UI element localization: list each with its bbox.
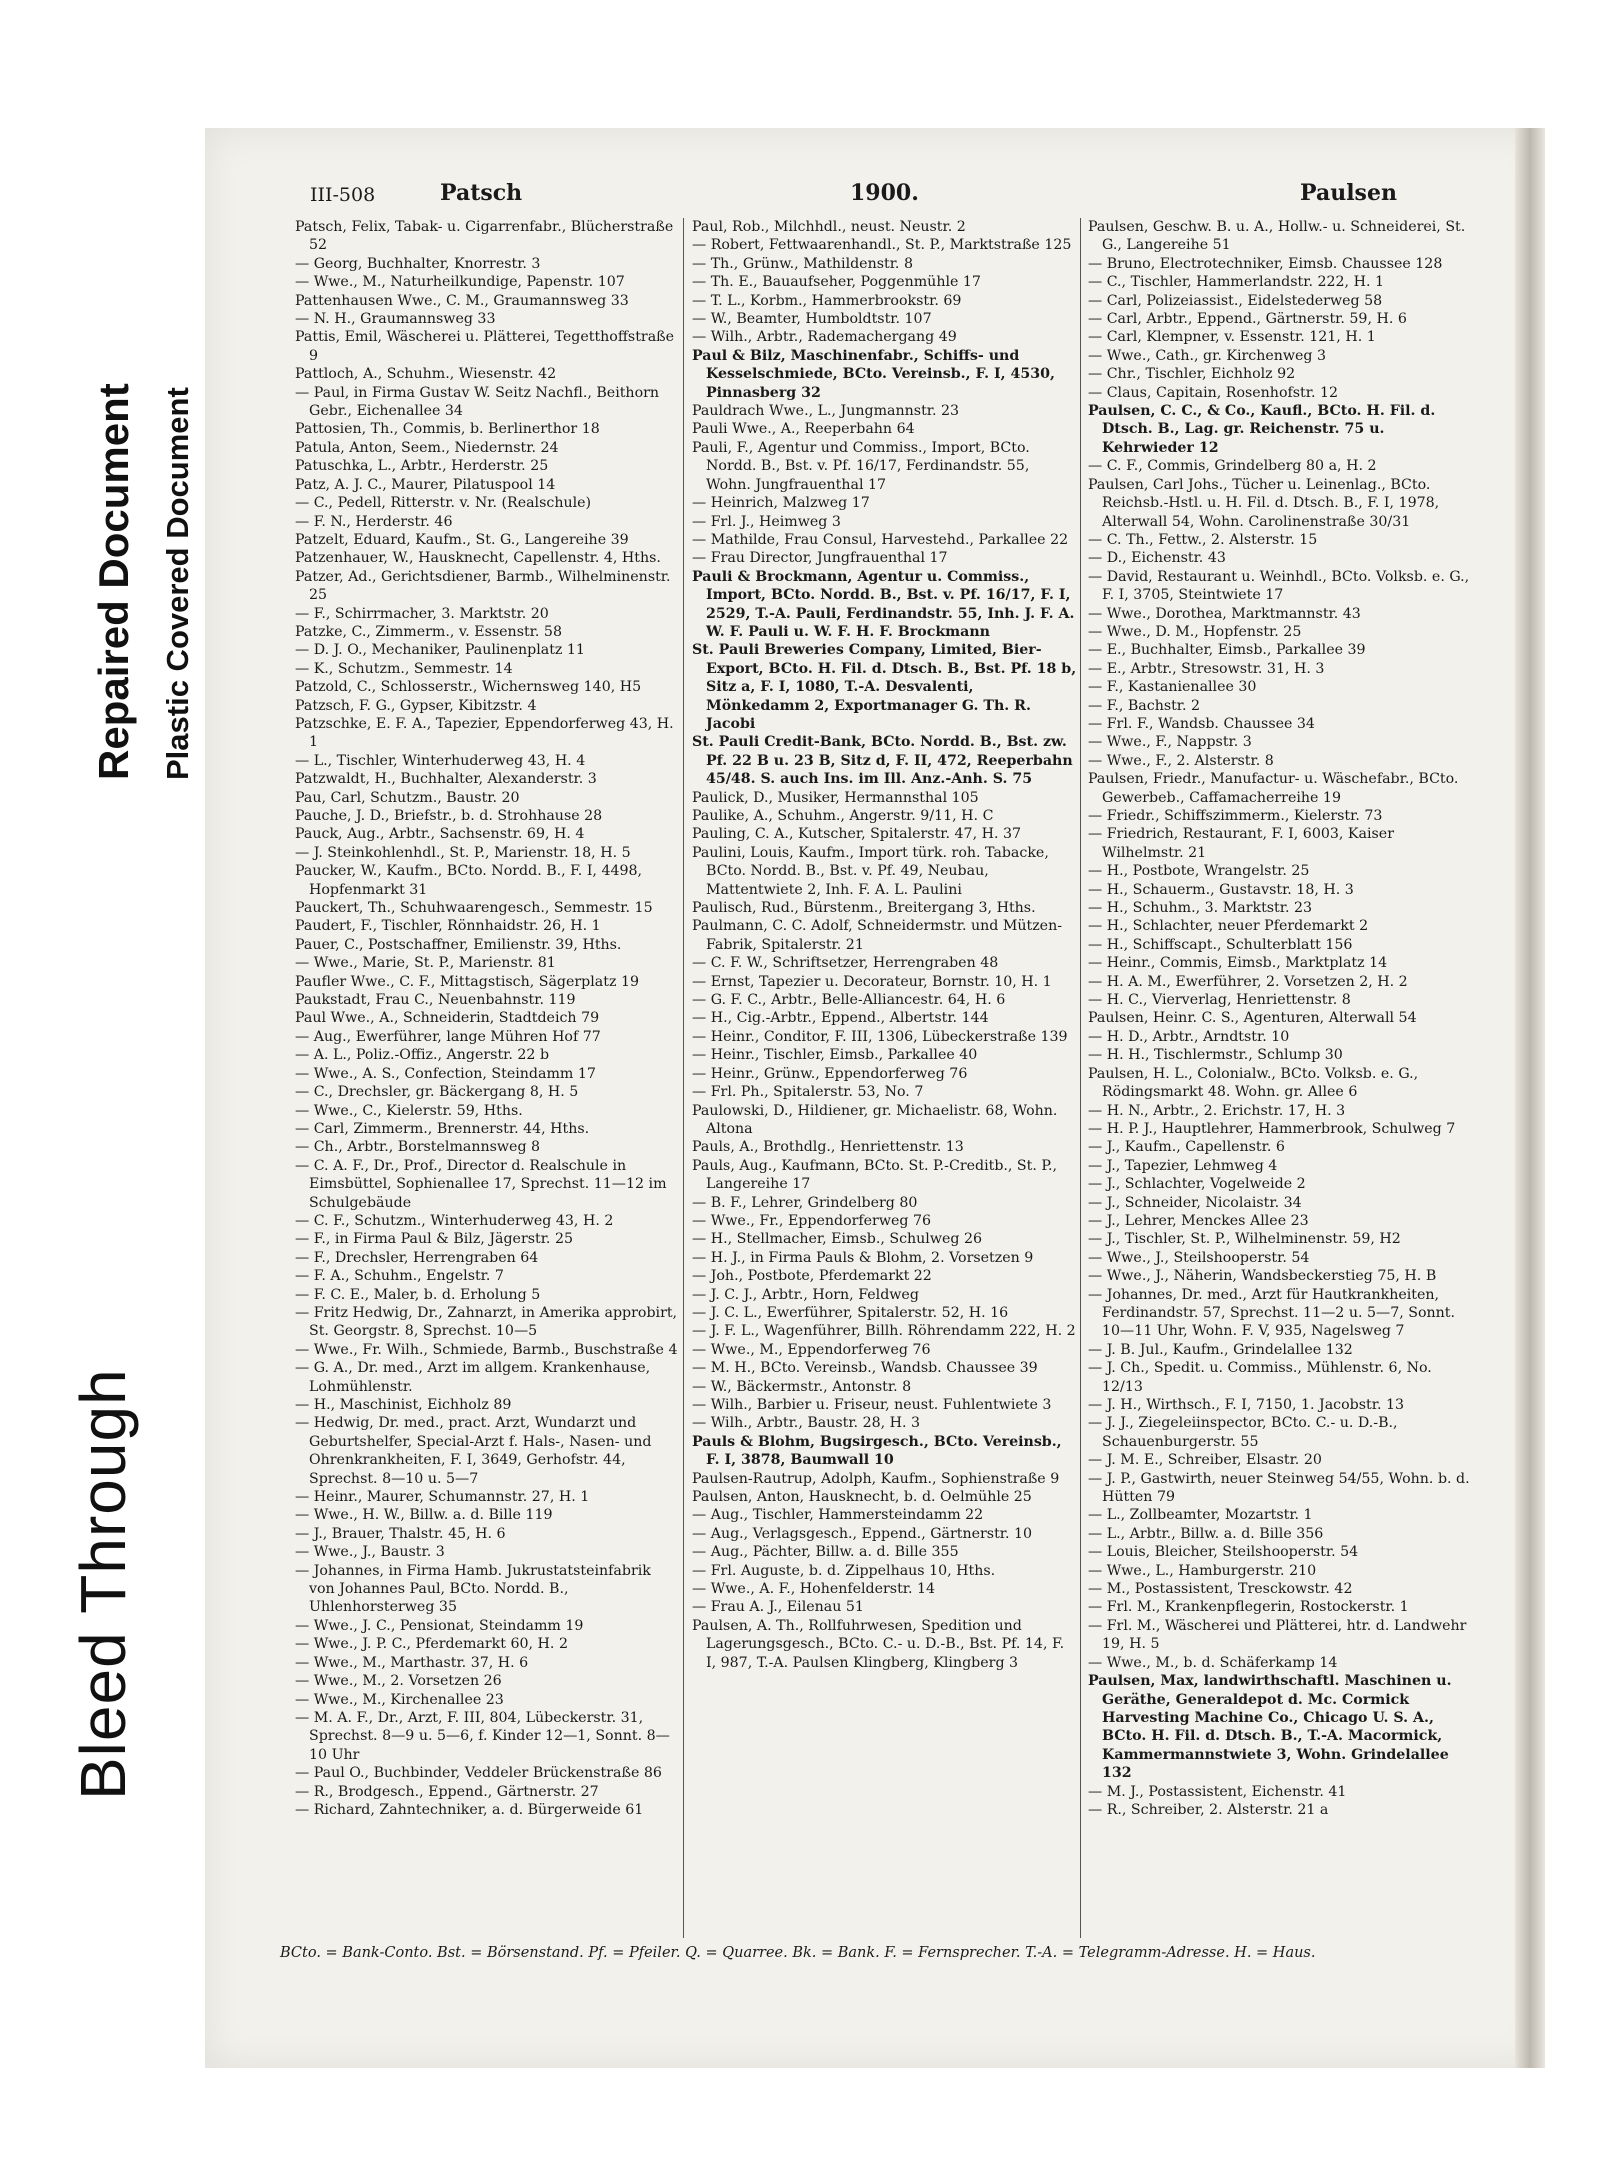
directory-entry: Paulsen, Heinr. C. S., Agenturen, Alterwall 54 — [1088, 1010, 1417, 1027]
directory-entry: — C. F., Schutzm., Winterhuderweg 43, H. 2 — [295, 1212, 614, 1229]
directory-entry: — Frl. M., Wäscherei und Plätterei, htr. d. Landwehr 19, H. 5 — [1088, 1617, 1467, 1653]
directory-entry: — J. C. L., Ewerführer, Spitalerstr. 52, H. 16 — [692, 1304, 1009, 1321]
directory-entry: Paufler Wwe., C. F., Mittagstisch, Sägerplatz 19 — [295, 973, 640, 990]
directory-entry: — J. H., Wirthsch., F. I, 7150, 1. Jacobstr. 13 — [1088, 1397, 1405, 1413]
directory-entry: — Heinr., Tischler, Eimsb., Parkallee 40 — [692, 1047, 978, 1064]
directory-entry: — F., Kastanienallee 30 — [1088, 679, 1257, 696]
directory-entry: — J., Schneider, Nicolaistr. 34 — [1088, 1194, 1302, 1211]
directory-entry: — Wwe., Fr., Eppendorferweg 76 — [692, 1212, 932, 1229]
directory-entry: — J. P., Gastwirth, neuer Steinweg 54/55, Wohn. b. d. Hütten 79 — [1088, 1470, 1470, 1506]
directory-entry: Pauli Wwe., A., Reeperbahn 64 — [692, 421, 915, 438]
directory-entry: — H. C., Vierverlag, Henriettenstr. 8 — [1088, 992, 1351, 1009]
directory-entry: — A. L., Poliz.-Offiz., Angerstr. 22 b — [295, 1047, 550, 1064]
directory-entry: Patuschka, L., Arbtr., Herderstr. 25 — [295, 458, 549, 475]
column-rule — [1080, 218, 1081, 1938]
directory-entry: — J., Schlachter, Vogelweide 2 — [1088, 1176, 1306, 1193]
directory-entry: — Wwe., M., 2. Vorsetzen 26 — [295, 1673, 502, 1690]
directory-entry: — Carl, Zimmerm., Brennerstr. 44, Hths. — [295, 1120, 590, 1137]
directory-entry: — J. Ch., Spedit. u. Commiss., Mühlenstr. 6, No. 12/13 — [1088, 1360, 1432, 1395]
directory-entry: — H., Schiffscapt., Schulterblatt 156 — [1088, 936, 1353, 953]
directory-entry: — Joh., Postbote, Pferdemarkt 22 — [692, 1268, 932, 1285]
directory-entry: — F. C. E., Maler, b. d. Erholung 5 — [295, 1286, 541, 1303]
directory-entry: — Robert, Fettwaarenhandl., St. P., Marktstraße 125 — [692, 237, 1072, 254]
directory-entry: Patsch, Felix, Tabak- u. Cigarrenfabr., Blücherstraße 52 — [295, 219, 674, 254]
directory-entry: — Th., Grünw., Mathildenstr. 8 — [692, 255, 913, 272]
directory-entry: — C., Tischler, Hammerlandstr. 222, H. 1 — [1088, 274, 1384, 291]
directory-entry: St. Pauli Breweries Company, Limited, Bier-Export, BCto. H. Fil. d. Dtsch. B., Bst. Pf. 18 b, Sitz a, F. I, 1080, T.-A. Desvalenti, Mönkedamm 2, Exportmanager G. Th. R. Jacobi — [692, 642, 1077, 732]
directory-entry: Patzer, Ad., Gerichtsdiener, Barmb., Wilhelminenstr. 25 — [295, 568, 671, 604]
directory-entry: Patzwaldt, H., Buchhalter, Alexanderstr. 3 — [295, 771, 597, 788]
directory-entry: — Wwe., F., 2. Alsterstr. 8 — [1088, 752, 1274, 769]
directory-entry: — D., Eichenstr. 43 — [1088, 550, 1226, 567]
directory-entry: — Wwe., M., Marthastr. 37, H. 6 — [295, 1654, 529, 1671]
directory-entry: — J., Tapezier, Lehmweg 4 — [1088, 1157, 1278, 1174]
directory-entry: — Carl, Polizeiassist., Eidelstederweg 58 — [1088, 292, 1383, 309]
repaired-document-label: Repaired Document — [90, 383, 137, 780]
directory-entry: — Richard, Zahntechniker, a. d. Bürgerweide 61 — [295, 1801, 644, 1818]
directory-entry: — Wilh., Barbier u. Friseur, neust. Fuhlentwiete 3 — [692, 1397, 1052, 1413]
directory-entry: — M. A. F., Dr., Arzt, F. III, 804, Lübeckerstr. 31, Sprechst. 8—9 u. 5—6, f. Kinder 12—1, Sonnt. 8—10 Uhr — [295, 1709, 670, 1763]
directory-entry: — H., Postbote, Wrangelstr. 25 — [1088, 863, 1310, 880]
directory-entry: — Fritz Hedwig, Dr., Zahnarzt, in Amerika approbirt, St. Georgstr. 8, Sprechst. 10—5 — [295, 1304, 678, 1340]
directory-entry: — J., Kaufm., Capellenstr. 6 — [1088, 1139, 1285, 1156]
directory-entry: — R., Brodgesch., Eppend., Gärtnerstr. 27 — [295, 1783, 599, 1800]
directory-entry: — Wwe., Dorothea, Marktmannstr. 43 — [1088, 605, 1361, 622]
bleed-through-label: Bleed Through — [67, 1368, 139, 1800]
directory-entry: — Carl, Klempner, v. Essenstr. 121, H. 1 — [1088, 329, 1376, 346]
page-number: III-508 — [310, 184, 376, 206]
directory-entry: — H. J., in Firma Pauls & Blohm, 2. Vorsetzen 9 — [692, 1249, 1034, 1266]
directory-entry: — Wwe., M., Eppendorferweg 76 — [692, 1341, 931, 1358]
directory-entry: — Aug., Verlagsgesch., Eppend., Gärtnerstr. 10 — [692, 1525, 1033, 1542]
directory-entry: — H. A. M., Ewerführer, 2. Vorsetzen 2, H. 2 — [1088, 973, 1408, 990]
directory-entry: — M. J., Postassistent, Eichenstr. 41 — [1088, 1783, 1347, 1800]
directory-entry: — Wilh., Arbtr., Rademachergang 49 — [692, 329, 957, 346]
directory-entry: Pauli, F., Agentur und Commiss., Import, BCto. Nordd. B., Bst. v. Pf. 16/17, Ferdinandstr. 55, Wohn. Jungfrauenthal 17 — [692, 439, 1030, 493]
directory-entry: — Hedwig, Dr. med., pract. Arzt, Wundarzt und Geburtshelfer, Special-Arzt f. Hals-, Nasen- und Ohrenkrankheiten, F. I, 3649, Gerhofstr. 44, Sprechst. 8—10 u. 5—7 — [295, 1415, 652, 1487]
directory-entry: Patzschke, E. F. A., Tapezier, Eppendorferweg 43, H. 1 — [295, 715, 674, 751]
directory-entry: — F. N., Herderstr. 46 — [295, 513, 453, 530]
directory-entry: — Frl. Ph., Spitalerstr. 53, No. 7 — [692, 1084, 924, 1101]
directory-entry: Paulsen, Anton, Hausknecht, b. d. Oelmühle 25 — [692, 1489, 1032, 1506]
directory-entry: — Wwe., J., Steilshooperstr. 54 — [1088, 1249, 1310, 1266]
directory-entry: — Wwe., J., Näherin, Wandsbeckerstieg 75, H. B — [1088, 1268, 1437, 1285]
directory-entry: — J., Brauer, Thalstr. 45, H. 6 — [295, 1525, 506, 1542]
directory-entry: — M., Postassistent, Tresckowstr. 42 — [1088, 1581, 1353, 1598]
directory-entry: — Claus, Capitain, Rosenhofstr. 12 — [1088, 384, 1339, 401]
directory-entry: — Wwe., J. C., Pensionat, Steindamm 19 — [295, 1617, 584, 1634]
directory-entry: Pattenhausen Wwe., C. M., Graumannsweg 33 — [295, 292, 629, 309]
directory-entry: — David, Restaurant u. Weinhdl., BCto. Volksb. e. G., F. I, 3705, Steintwiete 17 — [1088, 568, 1470, 604]
directory-entry: — J., Tischler, St. P., Wilhelminenstr. 59, H2 — [1088, 1231, 1401, 1248]
directory-entry: — Frau A. J., Eilenau 51 — [692, 1599, 864, 1616]
directory-entry: — Wilh., Arbtr., Baustr. 28, H. 3 — [692, 1415, 921, 1432]
directory-entry: — Wwe., M., Naturheilkundige, Papenstr. 107 — [295, 274, 625, 291]
directory-entry: Pau, Carl, Schutzm., Baustr. 20 — [295, 789, 520, 806]
directory-entry: Pauls, A., Brothdlg., Henriettenstr. 13 — [692, 1139, 964, 1156]
directory-entry: — M. H., BCto. Vereinsb., Wandsb. Chaussee 39 — [692, 1360, 1038, 1377]
directory-entry: — J. Steinkohlenhdl., St. P., Marienstr. 18, H. 5 — [295, 844, 631, 861]
directory-entry: Pauldrach Wwe., L., Jungmannstr. 23 — [692, 403, 960, 420]
directory-entry: — Wwe., J. P. C., Pferdemarkt 60, H. 2 — [295, 1636, 568, 1653]
directory-entry: Paulick, D., Musiker, Hermannsthal 105 — [692, 789, 979, 806]
directory-entry: Paucker, W., Kaufm., BCto. Nordd. B., F. I, 4498, Hopfenmarkt 31 — [295, 863, 643, 898]
directory-entry: — J. B. Jul., Kaufm., Grindelallee 132 — [1088, 1341, 1353, 1358]
abbreviations-footer: BCto. = Bank-Conto. Bst. = Börsenstand. Pf. = Pfeiler. Q. = Quarree. Bk. = Bank. F. = Fernsprecher. T.-A. = Telegramm-Adresse. H. = Haus. — [280, 1945, 1316, 1961]
directory-entry: — Ernst, Tapezier u. Decorateur, Bornstr. 10, H. 1 — [692, 973, 1052, 990]
directory-entry: — H. P. J., Hauptlehrer, Hammerbrook, Schulweg 7 — [1088, 1120, 1456, 1137]
directory-entry: — Paul O., Buchbinder, Veddeler Brückenstraße 86 — [295, 1765, 662, 1782]
directory-entry: — Heinr., Grünw., Eppendorferweg 76 — [692, 1065, 968, 1082]
directory-entry: Pauling, C. A., Kutscher, Spitalerstr. 47, H. 37 — [692, 826, 1022, 843]
directory-entry: — Frl. F., Wandsb. Chaussee 34 — [1088, 715, 1315, 732]
page-binding-edge — [1515, 128, 1545, 2068]
directory-entry: — Friedr., Schiffszimmerm., Kielerstr. 73 — [1088, 808, 1383, 824]
directory-entry: — H., Maschinist, Eichholz 89 — [295, 1397, 512, 1413]
directory-entry: — B. F., Lehrer, Grindelberg 80 — [692, 1194, 918, 1211]
directory-entry: Pauck, Aug., Arbtr., Sachsenstr. 69, H. 4 — [295, 826, 585, 843]
directory-entry: — L., Arbtr., Billw. a. d. Bille 356 — [1088, 1525, 1324, 1542]
directory-entry: — L., Zollbeamter, Mozartstr. 1 — [1088, 1507, 1313, 1524]
plastic-covered-label: Plastic Covered Document — [160, 387, 195, 780]
directory-entry: — N. H., Graumannsweg 33 — [295, 311, 496, 328]
directory-entry: — Frau Director, Jungfrauenthal 17 — [692, 550, 948, 567]
directory-entry: Paulike, A., Schuhm., Angerstr. 9/11, H. C — [692, 808, 994, 824]
directory-entry: Patz, A. J. C., Maurer, Pilatuspool 14 — [295, 476, 556, 493]
directory-entry: — Paul, in Firma Gustav W. Seitz Nachfl., Beithorn Gebr., Eichenallee 34 — [295, 384, 660, 420]
directory-entry: — C. F. W., Schriftsetzer, Herrengraben 48 — [692, 955, 999, 972]
directory-entry: — Heinrich, Malzweg 17 — [692, 495, 870, 512]
directory-entry: Paulsen, Friedr., Manufactur- u. Wäschefabr., BCto. Gewerbeb., Caffamacherreihe 19 — [1088, 771, 1459, 806]
column-2 — [692, 218, 1077, 1672]
directory-entry: — C. Th., Fettw., 2. Alsterstr. 15 — [1088, 531, 1318, 548]
directory-entry: — H., Cig.-Arbtr., Eppend., Albertstr. 144 — [692, 1010, 989, 1027]
directory-entry: — Aug., Tischler, Hammersteindamm 22 — [692, 1507, 984, 1524]
directory-entry: — R., Schreiber, 2. Alsterstr. 21 a — [1088, 1801, 1329, 1818]
directory-entry: Patzke, C., Zimmerm., v. Essenstr. 58 — [295, 623, 562, 640]
directory-entry: Paukstadt, Frau C., Neuenbahnstr. 119 — [295, 992, 576, 1009]
directory-entry: — T. L., Korbm., Hammerbrookstr. 69 — [692, 292, 962, 309]
directory-entry: — Heinr., Commis, Eimsb., Marktplatz 14 — [1088, 955, 1388, 972]
directory-entry: Paulsen, Geschw. B. u. A., Hollw.- u. Schneiderei, St. G., Langereihe 51 — [1088, 219, 1466, 254]
directory-entry: St. Pauli Credit-Bank, BCto. Nordd. B., Bst. zw. Pf. 22 B u. 23 B, Sitz d, F. II, 472, Reeperbahn 45/48. S. auch Ins. im Ill. Anz.-Anh. S. 75 — [692, 734, 1073, 788]
directory-entry: — Wwe., C., Kielerstr. 59, Hths. — [295, 1102, 523, 1119]
directory-entry: Paulmann, C. C. Adolf, Schneidermstr. und Mützen-Fabrik, Spitalerstr. 21 — [692, 918, 1063, 953]
directory-entry: — C. A. F., Dr., Prof., Director d. Realschule in Eimsbüttel, Sophienallee 17, Sprechst. 11—12 im Schulgebäude — [295, 1157, 667, 1211]
directory-entry: — H. N., Arbtr., 2. Erichstr. 17, H. 3 — [1088, 1102, 1346, 1119]
directory-entry: — Wwe., A. S., Confection, Steindamm 17 — [295, 1065, 596, 1082]
directory-entry: — Mathilde, Frau Consul, Harvestehd., Parkallee 22 — [692, 531, 1069, 548]
directory-entry: Pauche, J. D., Briefstr., b. d. Strohhause 28 — [295, 808, 603, 824]
directory-entry: — Wwe., M., Kirchenallee 23 — [295, 1691, 504, 1708]
directory-entry: — H., Schlachter, neuer Pferdemarkt 2 — [1088, 918, 1369, 935]
directory-entry: — J. J., Ziegeleiinspector, BCto. C.- u. D.-B., Schauenburgerstr. 55 — [1088, 1415, 1398, 1450]
directory-page — [205, 128, 1545, 2068]
directory-entry: — Wwe., L., Hamburgerstr. 210 — [1088, 1562, 1317, 1579]
directory-entry: Pauer, C., Postschaffner, Emilienstr. 39, Hths. — [295, 936, 622, 953]
directory-entry: Patzold, C., Schlosserstr., Wichernsweg 140, H5 — [295, 679, 642, 696]
directory-entry: — L., Tischler, Winterhuderweg 43, H. 4 — [295, 752, 586, 769]
directory-entry: Paulini, Louis, Kaufm., Import türk. roh. Tabacke, BCto. Nordd. B., Bst. v. Pf. 49, Neubau, Mattentwiete 2, Inh. F. A. L. Paulini — [692, 844, 1049, 898]
directory-entry: — J. C. J., Arbtr., Horn, Feldweg — [692, 1286, 919, 1303]
directory-entry: — Johannes, in Firma Hamb. Jukrustatsteinfabrik von Johannes Paul, BCto. Nordd. B., Uhlenhorsterweg 35 — [295, 1562, 651, 1616]
directory-entry: Paulisch, Rud., Bürstenm., Breitergang 3, Hths. — [692, 900, 1036, 917]
directory-entry: — Heinr., Conditor, F. III, 1306, Lübeckerstraße 139 — [692, 1028, 1068, 1045]
directory-entry: Paulsen, A. Th., Rollfuhrwesen, Spedition und Lagerungsgesch., BCto. C.- u. D.-B., Bst. Pf. 14, F. I, 987, T.-A. Paulsen Klingberg, Klingberg 3 — [692, 1617, 1065, 1671]
directory-entry: Pattloch, A., Schuhm., Wiesenstr. 42 — [295, 366, 557, 383]
directory-entry: — F., Drechsler, Herrengraben 64 — [295, 1249, 539, 1266]
directory-entry: — F., Bachstr. 2 — [1088, 697, 1201, 714]
directory-entry: Paul, Rob., Milchhdl., neust. Neustr. 2 — [692, 219, 966, 235]
directory-entry: Paulsen, Max, landwirthschaftl. Maschinen u. Geräthe, Generaldepot d. Mc. Cormick Harvesting Machine Co., Chicago U. S. A., BCto. H. Fil. d. Dtsch. B., T.-A. Macormick, Kammermannstwiete 3, Wohn. Grindelallee 132 — [1088, 1673, 1452, 1782]
directory-entry: — E., Arbtr., Stresowstr. 31, H. 3 — [1088, 660, 1325, 677]
directory-entry: Patzsch, F. G., Gypser, Kibitzstr. 4 — [295, 697, 537, 714]
directory-entry: Paulsen, Carl Johs., Tücher u. Leinenlag., BCto. Reichsb.-Hstl. u. H. Fil. d. Dtsch. B., F. I, 1978, Alterwall 54, Wohn. Carolinenstraße 30/31 — [1088, 476, 1440, 530]
directory-entry: — Friedrich, Restaurant, F. I, 6003, Kaiser Wilhelmstr. 21 — [1088, 826, 1394, 861]
directory-entry: — Chr., Tischler, Eichholz 92 — [1088, 366, 1296, 383]
directory-entry: — F. A., Schuhm., Engelstr. 7 — [295, 1268, 504, 1285]
directory-entry: Paulsen, C. C., & Co., Kaufl., BCto. H. Fil. d. Dtsch. B., Lag. gr. Reichenstr. 75 u. Kehrwieder 12 — [1088, 403, 1436, 456]
column-3 — [1088, 218, 1473, 1819]
directory-entry: — Carl, Arbtr., Eppend., Gärtnerstr. 59, H. 6 — [1088, 311, 1407, 328]
directory-entry: — Aug., Ewerführer, lange Mühren Hof 77 — [295, 1028, 601, 1045]
directory-entry: — H., Schuhm., 3. Marktstr. 23 — [1088, 900, 1313, 917]
directory-entry: — Wwe., Marie, St. P., Marienstr. 81 — [295, 955, 556, 972]
directory-entry: — J., Lehrer, Menckes Allee 23 — [1088, 1212, 1309, 1229]
directory-entry: — G. A., Dr. med., Arzt im allgem. Krankenhause, Lohmühlenstr. — [295, 1360, 651, 1395]
directory-entry: — Louis, Bleicher, Steilshooperstr. 54 — [1088, 1544, 1359, 1561]
directory-entry: — F., Schirrmacher, 3. Marktstr. 20 — [295, 605, 549, 622]
directory-entry: Paul & Bilz, Maschinenfabr., Schiffs- und Kesselschmiede, BCto. Vereinsb., F. I, 4530, Pinnasberg 32 — [692, 347, 1055, 401]
directory-entry: — W., Bäckermstr., Antonstr. 8 — [692, 1378, 912, 1395]
column-rule — [683, 218, 684, 1938]
directory-entry: — C. F., Commis, Grindelberg 80 a, H. 2 — [1088, 458, 1377, 475]
directory-entry: Paulowski, D., Hildiener, gr. Michaelistr. 68, Wohn. Altona — [692, 1102, 1058, 1137]
directory-entry: — H. D., Arbtr., Arndtstr. 10 — [1088, 1028, 1290, 1045]
directory-entry: — Wwe., H. W., Billw. a. d. Bille 119 — [295, 1507, 553, 1524]
directory-entry: — D. J. O., Mechaniker, Paulinenplatz 11 — [295, 642, 585, 659]
right-catchword: Paulsen — [1300, 180, 1397, 206]
directory-entry: — C., Drechsler, gr. Bäckergang 8, H. 5 — [295, 1084, 579, 1101]
directory-entry: — Wwe., Cath., gr. Kirchenweg 3 — [1088, 347, 1327, 364]
directory-entry: — Wwe., J., Baustr. 3 — [295, 1544, 445, 1561]
archive-labels — [30, 260, 195, 1820]
directory-entry: — J. F. L., Wagenführer, Billh. Röhrendamm 222, H. 2 — [692, 1323, 1076, 1340]
directory-entry: — K., Schutzm., Semmestr. 14 — [295, 660, 513, 677]
directory-entry: Paulsen-Rautrup, Adolph, Kaufm., Sophienstraße 9 — [692, 1470, 1060, 1487]
directory-entry: — Bruno, Electrotechniker, Eimsb. Chaussee 128 — [1088, 255, 1443, 272]
directory-entry: Patula, Anton, Seem., Niedernstr. 24 — [295, 439, 559, 456]
directory-entry: — Wwe., M., b. d. Schäferkamp 14 — [1088, 1654, 1338, 1671]
directory-entry: — E., Buchhalter, Eimsb., Parkallee 39 — [1088, 642, 1366, 659]
directory-entry: — Th. E., Bauaufseher, Poggenmühle 17 — [692, 274, 981, 291]
directory-entry: Pauls, Aug., Kaufmann, BCto. St. P.-Creditb., St. P., Langereihe 17 — [692, 1157, 1058, 1193]
directory-entry: — Ch., Arbtr., Borstelmannsweg 8 — [295, 1139, 541, 1156]
directory-entry: — Georg, Buchhalter, Knorrestr. 3 — [295, 255, 541, 272]
directory-entry: — Wwe., F., Nappstr. 3 — [1088, 734, 1252, 751]
directory-entry: — W., Beamter, Humboldtstr. 107 — [692, 311, 932, 328]
directory-entry: — G. F. C., Arbtr., Belle-Alliancestr. 64, H. 6 — [692, 992, 1006, 1009]
directory-entry: — Frl. Auguste, b. d. Zippelhaus 10, Hths. — [692, 1562, 996, 1579]
running-head — [310, 180, 1510, 216]
directory-entry: — H., Schauerm., Gustavstr. 18, H. 3 — [1088, 881, 1354, 898]
directory-entry: — Heinr., Maurer, Schumannstr. 27, H. 1 — [295, 1489, 590, 1506]
directory-entry: — H. H., Tischlermstr., Schlump 30 — [1088, 1047, 1343, 1064]
directory-entry: — Wwe., D. M., Hopfenstr. 25 — [1088, 623, 1302, 640]
directory-entry: — Wwe., A. F., Hohenfelderstr. 14 — [692, 1581, 936, 1598]
directory-entry: — J. M. E., Schreiber, Elsastr. 20 — [1088, 1452, 1322, 1469]
directory-entry: Paudert, F., Tischler, Rönnhaidstr. 26, H. 1 — [295, 918, 601, 935]
directory-entry: — Wwe., Fr. Wilh., Schmiede, Barmb., Buschstraße 4 — [295, 1341, 678, 1358]
directory-entry: Pattosien, Th., Commis, b. Berlinerthor 18 — [295, 421, 600, 438]
year: 1900. — [850, 180, 919, 206]
directory-entry: — C., Pedell, Ritterstr. v. Nr. (Realschule) — [295, 495, 592, 512]
directory-entry: — Johannes, Dr. med., Arzt für Hautkrankheiten, Ferdinandstr. 57, Sprechst. 11—2 u. 5—7, Sonnt. 10—11 Uhr, Wohn. F. V, 935, Nagelsweg 7 — [1088, 1286, 1455, 1340]
directory-entry: — F., in Firma Paul & Bilz, Jägerstr. 25 — [295, 1231, 573, 1248]
directory-entry: Paul Wwe., A., Schneiderin, Stadtdeich 79 — [295, 1010, 600, 1027]
directory-entry: Patzelt, Eduard, Kaufm., St. G., Langereihe 39 — [295, 531, 629, 548]
directory-entry: — Frl. M., Krankenpflegerin, Rostockerstr. 1 — [1088, 1599, 1409, 1616]
column-1 — [295, 218, 680, 1819]
directory-entry: — Frl. J., Heimweg 3 — [692, 513, 841, 530]
directory-entry: — Aug., Pächter, Billw. a. d. Bille 355 — [692, 1544, 959, 1561]
directory-entry: Pauls & Blohm, Bugsirgesch., BCto. Vereinsb., F. I, 3878, Baumwall 10 — [692, 1433, 1062, 1469]
directory-entry: Paulsen, H. L., Colonialw., BCto. Volksb. e. G., Rödingsmarkt 48. Wohn. gr. Allee 6 — [1088, 1065, 1419, 1101]
left-catchword: Patsch — [440, 180, 523, 206]
directory-entry: Pauckert, Th., Schuhwaarengesch., Semmestr. 15 — [295, 900, 653, 917]
directory-entry: Pauli & Brockmann, Agentur u. Commiss., Import, BCto. Nordd. B., Bst. v. Pf. 16/17, F. I, 2529, T.-A. Pauli, Ferdinandstr. 55, Inh. J. F. A. W. F. Pauli u. W. F. H. F. Brockmann — [692, 568, 1075, 640]
directory-entry: Pattis, Emil, Wäscherei u. Plätterei, Tegetthoffstraße 9 — [295, 329, 675, 364]
directory-entry: Patzenhauer, W., Hausknecht, Capellenstr. 4, Hths. — [295, 550, 661, 567]
directory-entry: — H., Stellmacher, Eimsb., Schulweg 26 — [692, 1231, 983, 1248]
